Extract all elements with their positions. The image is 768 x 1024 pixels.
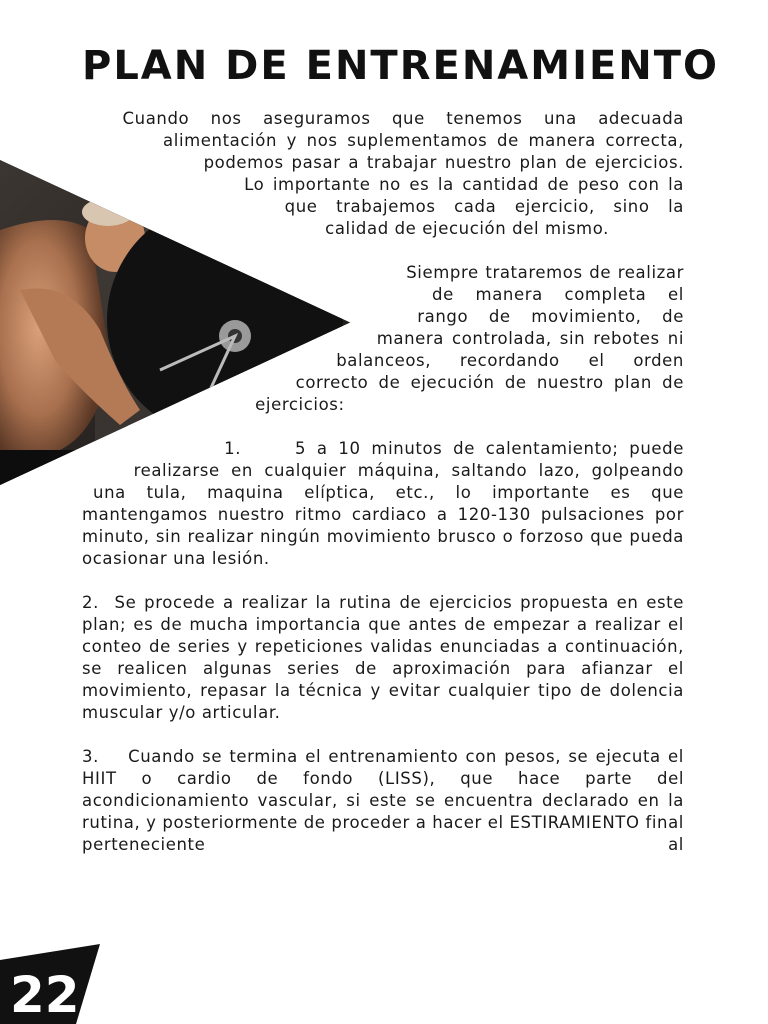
step-1: 1. 5 a 10 minutos de calentamiento; puede realizarse en cualquier máquina, saltando lazo, golpeando una tula, maquina elíptica, etc., lo importante es que mantengamos nuestro ritmo cardiaco a 120-130 pulsaciones por minuto, sin realizar ningún movimiento brusco o forzoso que pueda ocasionar una lesión. — [82, 439, 684, 568]
intro-paragraph-1: Cuando nos aseguramos que tenemos una adecuada alimentación y nos suplementamos de manera correcta, podemos pasar a trabajar nuestro plan de ejercicios. Lo importante no es la cantidad de peso con la que trabajemos cada ejercicio, sino la calidad de ejecución del mismo. — [122, 109, 684, 238]
article-body — [82, 108, 684, 856]
page-title: PLAN DE ENTRENAMIENTO — [82, 43, 720, 89]
intro-paragraph-2: Siempre trataremos de realizar de manera completa el rango de movimiento, de manera controlada, sin rebotes ni balanceos, recordando el orden correcto de ejecución de nuestro plan de ejercicios: — [255, 263, 684, 414]
step-3: 3. Cuando se termina el entrenamiento con pesos, se ejecuta el HIIT o cardio de fondo (LISS), que hace parte del acondicionamiento vascular, si este se encuentra declarado en la rutina, y posteriormente de proceder a hacer el ESTIRAMIENTO final perteneciente al — [82, 747, 684, 854]
page-number: 22 — [10, 966, 80, 1024]
step-2: 2. Se procede a realizar la rutina de ejercicios propuesta en este plan; es de mucha importancia que antes de empezar a realizar el conteo de series y repeticiones validas enunciadas a continuación, se realicen algunas series de aproximación para afianzar el movimiento, repasar la técnica y evitar cualquier tipo de dolencia muscular y/o articular. — [82, 593, 684, 722]
